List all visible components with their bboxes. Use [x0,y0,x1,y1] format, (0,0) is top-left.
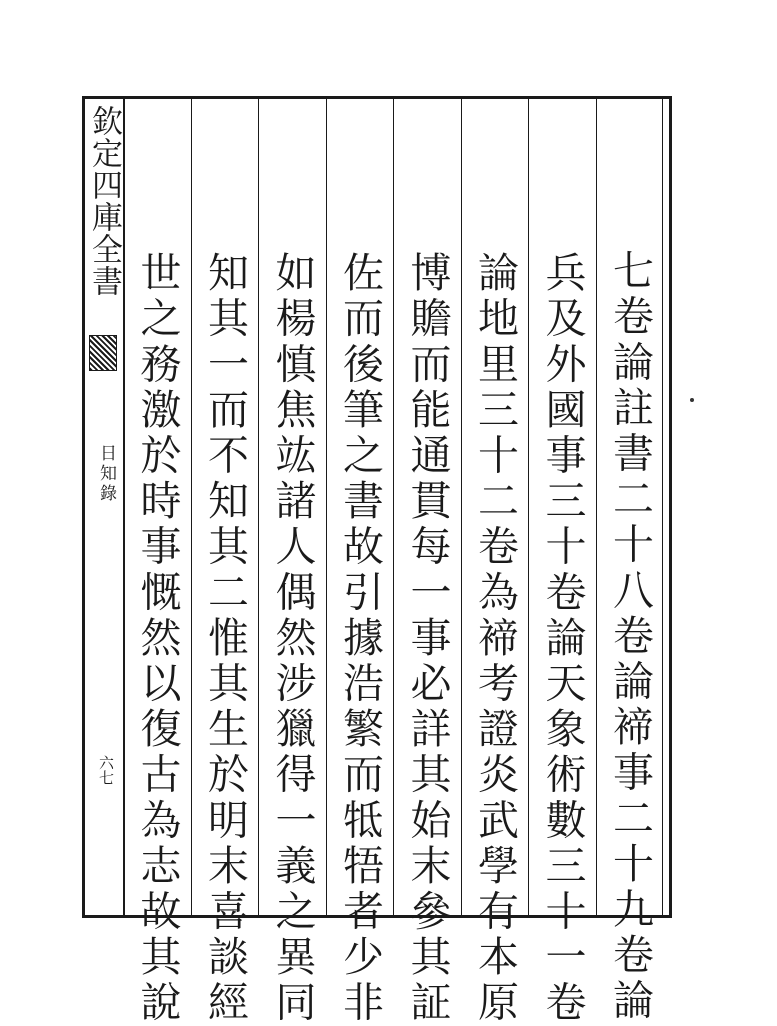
column-text: 如楊慎焦竑諸人偶然涉獵得一義之異同 [268,251,317,1026]
fish-tail-mark [89,335,117,371]
column-text: 博贍而能通貫每一事必詳其始末參其証 [403,251,452,1026]
text-page-frame [82,96,672,1026]
scan-speck [690,398,694,402]
text-column-1 [596,99,664,1025]
text-column-7 [191,99,259,1026]
collection-title: 欽定四庫全書 [86,105,122,297]
page-number: 六七 [97,755,115,785]
column-text: 兵及外國事三十卷論天象術數三十一卷 [538,251,587,1026]
book-title: 日知錄 [96,444,116,504]
column-text: 論地里三十二卷為褅考證炎武學有本原 [471,251,519,1026]
text-column-3 [461,99,529,1026]
column-text: 世之務激於時事慨然以復古為志故其說 [133,251,182,1026]
text-column-6 [258,99,326,1026]
text-column-2 [528,99,596,1026]
page-margin-column [85,99,125,915]
text-column-5 [326,99,394,1026]
text-column-8 [123,99,191,1026]
column-text: 七卷論註書二十八卷論褅事二十九卷論 [606,249,654,1025]
column-text: 佐而後筆之書故引據浩繁而牴牾者少非 [336,251,384,1026]
text-columns [123,99,663,1026]
text-column-4 [393,99,461,1026]
column-text: 知其一而不知其二惟其生於明末喜談經 [201,251,249,1026]
